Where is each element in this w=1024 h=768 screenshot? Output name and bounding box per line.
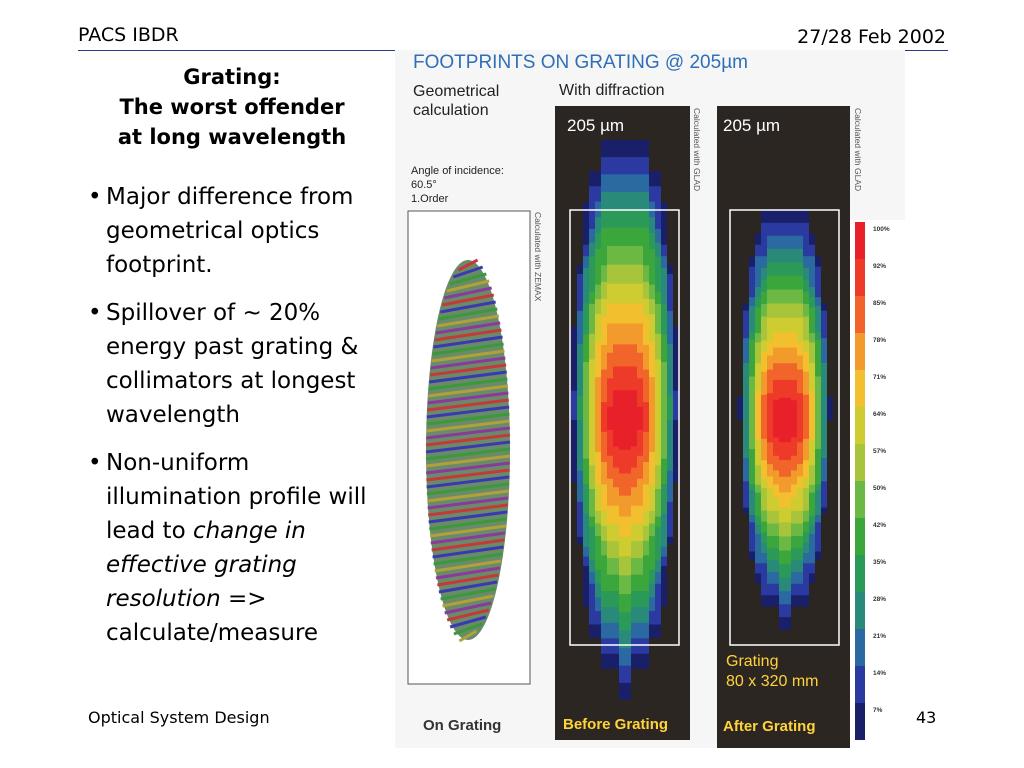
scale-label: 85% bbox=[873, 300, 887, 307]
glad-note-after: Calculated with GLAD bbox=[853, 108, 863, 192]
scale-label: 100% bbox=[873, 226, 890, 233]
figure-title: FOOTPRINTS ON GRATING @ 205µm bbox=[413, 52, 748, 73]
label-line: calculation bbox=[413, 102, 489, 119]
bullet-dot: • bbox=[88, 450, 102, 476]
bullet-text-part: Spillover of ~ 20% energy past grating & collimators at longest wavelength bbox=[106, 300, 359, 428]
slide-title bbox=[84, 62, 380, 152]
caption-after-grating: After Grating bbox=[723, 718, 816, 735]
title-line: Grating: bbox=[183, 65, 281, 89]
wavelength-before: 205 µm bbox=[567, 116, 625, 135]
bullet-item bbox=[88, 180, 378, 282]
bullet-text bbox=[106, 296, 378, 432]
scale-swatch bbox=[855, 444, 865, 481]
label-line: 80 x 320 mm bbox=[726, 673, 819, 690]
zemax-note: Calculated with ZEMAX bbox=[533, 212, 543, 302]
bullet-item bbox=[88, 296, 378, 432]
scale-swatch bbox=[855, 333, 865, 370]
bullet-text-part: Major difference from geometrical optics footprint. bbox=[106, 184, 354, 278]
scale-swatch bbox=[855, 592, 865, 629]
beam-before bbox=[571, 140, 679, 700]
bullet-text-part: Non-uniform illumination profile will lead to bbox=[106, 450, 367, 544]
scale-swatch bbox=[855, 703, 865, 740]
scale-label: 14% bbox=[873, 670, 887, 677]
glad-note-before: Calculated with GLAD bbox=[692, 108, 702, 192]
scale-label: 57% bbox=[873, 448, 887, 455]
diffraction-label: With diffraction bbox=[559, 82, 665, 99]
scale-swatch bbox=[855, 259, 865, 296]
footprint-graphics bbox=[395, 50, 905, 748]
scale-swatch bbox=[855, 370, 865, 407]
scale-swatch bbox=[855, 222, 865, 259]
scale-swatch bbox=[855, 629, 865, 666]
scale-label: 92% bbox=[873, 263, 887, 270]
title-line: The worst offender bbox=[119, 95, 345, 119]
header-date: 27/28 Feb 2002 bbox=[797, 26, 946, 48]
page-number: 43 bbox=[916, 708, 937, 727]
scale-label: 28% bbox=[873, 596, 887, 603]
scale-label: 42% bbox=[873, 522, 887, 529]
title-line: at long wavelength bbox=[117, 125, 347, 149]
scale-label: 71% bbox=[873, 374, 887, 381]
bullet-list bbox=[88, 180, 378, 664]
bullet-text-part: change in effective grating resolution bbox=[106, 518, 306, 612]
wavelength-after: 205 µm bbox=[723, 116, 781, 135]
beam-contour bbox=[773, 398, 797, 443]
grating-size-label bbox=[726, 652, 818, 692]
beam-after bbox=[737, 210, 833, 630]
scale-label: 35% bbox=[873, 559, 887, 566]
bullet-text-part: => calculate/measure bbox=[106, 586, 319, 646]
scale-label: 64% bbox=[873, 411, 887, 418]
label-line: 60.5° bbox=[411, 179, 437, 191]
bullet-text bbox=[106, 180, 378, 282]
bullet-dot: • bbox=[88, 300, 102, 326]
bullet-text bbox=[106, 446, 378, 650]
caption-before-grating: Before Grating bbox=[563, 716, 669, 733]
intensity-scale bbox=[850, 220, 905, 748]
scale-label: 7% bbox=[873, 707, 883, 714]
header-left: PACS IBDR bbox=[78, 24, 179, 46]
figure-panel bbox=[395, 50, 905, 748]
scale-swatch bbox=[855, 296, 865, 333]
label-line: Geometrical bbox=[413, 83, 500, 100]
scale-swatch bbox=[855, 518, 865, 555]
scale-swatch bbox=[855, 481, 865, 518]
scale-swatch bbox=[855, 407, 865, 444]
scale-swatch bbox=[855, 666, 865, 703]
label-line: Angle of incidence: bbox=[411, 165, 504, 177]
scale-swatch bbox=[855, 555, 865, 592]
scale-label: 21% bbox=[873, 633, 887, 640]
geometric-footprint bbox=[426, 260, 510, 641]
scale-label: 50% bbox=[873, 485, 887, 492]
label-line: 1.Order bbox=[411, 193, 449, 205]
bullet-item bbox=[88, 446, 378, 650]
bullet-dot: • bbox=[88, 184, 102, 210]
caption-on-grating: On Grating bbox=[423, 717, 502, 734]
scale-label: 78% bbox=[873, 337, 887, 344]
footer-left: Optical System Design bbox=[88, 708, 270, 727]
label-line: Grating bbox=[726, 653, 779, 670]
